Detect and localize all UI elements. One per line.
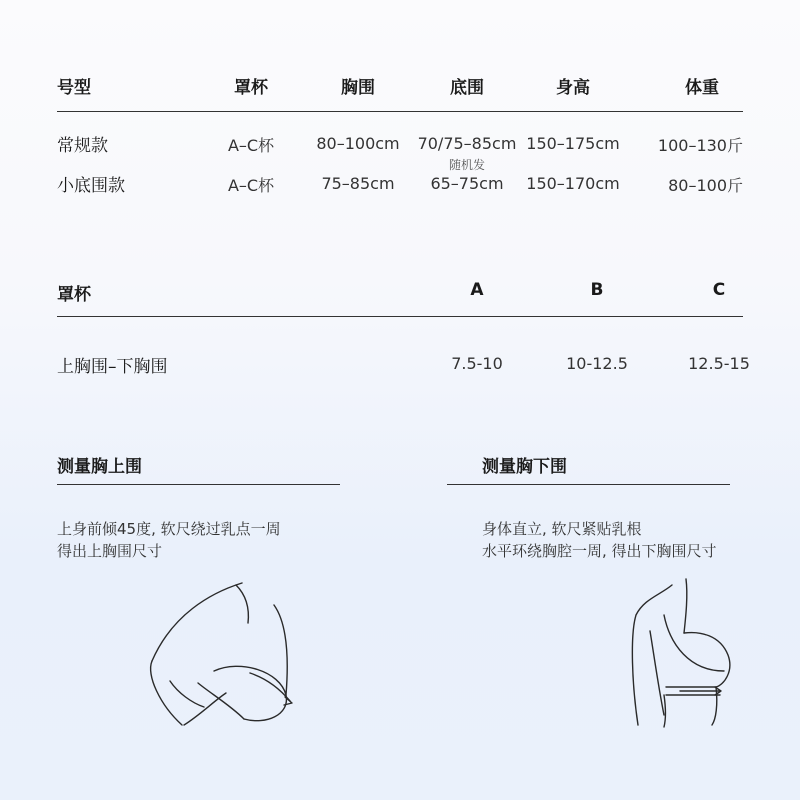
row-regular-height: 150–175cm [526, 134, 620, 153]
cup-value-b: 10-12.5 [566, 354, 628, 373]
measure-upper-line2: 得出上胸围尺寸 [57, 542, 163, 560]
row-regular-bust: 80–100cm [316, 134, 400, 153]
row-regular-name: 常规款 [57, 136, 108, 156]
measure-lower-title: 测量胸下围 [482, 457, 567, 477]
cup-header-c: C [712, 280, 726, 300]
cup-value-c: 12.5-15 [688, 354, 750, 373]
header-cup: 罩杯 [234, 78, 268, 98]
measure-lower-divider [447, 484, 730, 485]
header-size: 号型 [57, 78, 91, 98]
cup-value-a: 7.5-10 [451, 354, 503, 373]
header-underbust: 底围 [450, 78, 484, 98]
cup-table-divider [57, 316, 743, 317]
header-bust: 胸围 [341, 78, 375, 98]
measure-upper-line1: 上身前倾45度, 软尺绕过乳点一周 [57, 520, 281, 538]
row-regular-underbust: 70/75–85cm [417, 134, 517, 153]
lean-forward-figure-illustration [140, 575, 310, 735]
row-small-name: 小底围款 [57, 176, 125, 196]
cup-header-label: 罩杯 [57, 285, 91, 305]
measure-lower-line1: 身体直立, 软尺紧贴乳根 [482, 520, 642, 538]
measure-lower-line2: 水平环绕胸腔一周, 得出下胸围尺寸 [482, 542, 717, 560]
cup-header-a: A [470, 280, 484, 300]
cup-row-label: 上胸围–下胸围 [57, 357, 168, 377]
header-height: 身高 [556, 78, 590, 98]
measure-upper-divider [57, 484, 340, 485]
row-regular-cup: A–C杯 [227, 136, 275, 155]
row-small-bust: 75–85cm [321, 174, 395, 193]
table-divider [57, 111, 743, 112]
underbust-note: 随机发 [448, 158, 486, 172]
header-weight: 体重 [685, 78, 719, 98]
cup-header-b: B [590, 280, 604, 300]
upright-figure-illustration [620, 575, 750, 735]
row-small-underbust: 65–75cm [430, 174, 504, 193]
row-small-cup: A–C杯 [227, 176, 275, 195]
row-small-height: 150–170cm [526, 174, 620, 193]
row-small-weight: 80–100斤 [668, 176, 743, 195]
row-regular-weight: 100–130斤 [657, 136, 743, 155]
measure-upper-title: 测量胸上围 [57, 457, 142, 477]
